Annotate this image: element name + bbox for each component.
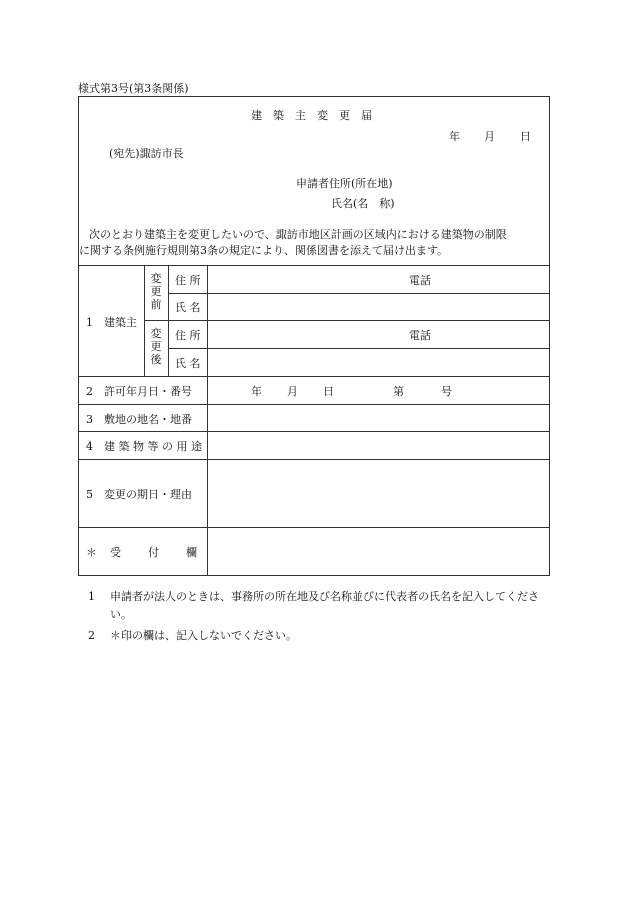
permit-day: 日 [323,385,334,398]
note-number: 2 [88,629,95,642]
applicant-name-label: 氏名(名 称) [331,197,395,210]
col-label-right [207,265,208,575]
addressee: (宛先)諏訪市長 [109,147,184,160]
rule-row6-top [79,527,549,528]
note-item [88,588,553,624]
rule-before-mid [168,293,549,294]
after-address-label: 住 所 [175,329,201,342]
before-label: 変更前 [150,272,162,311]
rule-after-mid [168,348,549,349]
before-name-label: 氏 名 [175,301,201,314]
owner-label: 1 建築主 [86,316,137,329]
form-frame [78,96,550,576]
permit-dai: 第 [393,385,404,398]
permit-year: 年 [251,385,262,398]
intro-line-1: 次のとおり建築主を変更したいので、諏訪市地区計画の区域内における建築物の制限 [89,228,507,241]
receipt-ran: 欄 [186,546,197,559]
permit-month: 月 [287,385,298,398]
form-title: 建 築 主 変 更 届 [251,109,372,122]
receipt-u: 受 [110,546,121,559]
receipt-asterisk: ＊ [86,546,97,559]
date-month: 月 [484,130,495,143]
change-date-reason-label: 5 変更の期日・理由 [86,488,192,501]
col-change-right [168,265,169,376]
site-label: 3 敷地の地名・地番 [86,413,192,426]
after-label: 変更後 [150,327,162,366]
date-day: 日 [520,130,531,143]
rule-row5-top [79,459,549,460]
note-number: 1 [88,590,95,603]
note-text: ＊印の欄は、記入しないでください。 [110,629,297,642]
before-phone-label: 電話 [409,274,431,287]
receipt-tsuke: 付 [148,546,159,559]
permit-date-label: 2 許可年月日・番号 [86,385,192,398]
col-owner-right [144,265,145,376]
date-year: 年 [449,130,460,143]
after-name-label: 氏 名 [175,357,201,370]
note-text: 申請者が法人のときは、事務所の所在地及び名称並びに代表者の氏名を記入してください。 [110,590,539,621]
before-address-label: 住 所 [175,274,201,287]
rule-row4-top [79,431,549,432]
after-phone-label: 電話 [409,329,431,342]
applicant-address-label: 申請者住所(所在地) [296,177,393,190]
form-number-label: 様式第3号(第3条関係) [78,82,189,95]
rule-before-after [144,320,549,321]
table-top-rule [79,265,549,266]
rule-row3-top [79,404,549,405]
permit-go: 号 [441,385,452,398]
rule-row2-top [79,376,549,377]
intro-line-2: に関する条例施行規則第3条の規定により、関係図書を添えて届け出ます。 [79,244,449,257]
notes [88,588,553,648]
building-use-label: 4 建 築 物 等 の 用 途 [86,440,202,453]
note-item [88,627,553,645]
